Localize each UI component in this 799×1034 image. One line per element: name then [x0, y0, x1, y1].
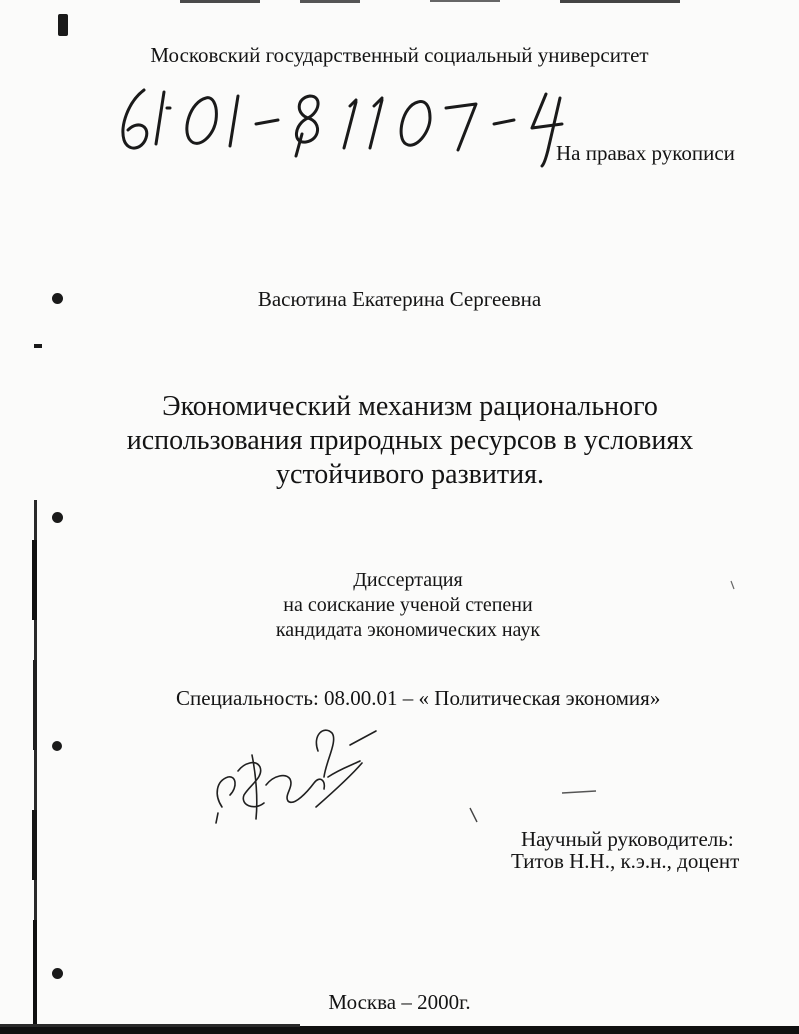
title-line: Экономический механизм рационального: [162, 391, 658, 422]
dissertation-line: кандидата экономических наук: [275, 619, 541, 641]
stray-mark-1: [560, 788, 600, 796]
advisor-name: Титов Н.Н., к.э.н., доцент: [511, 849, 740, 873]
dissertation-line: на соискание ученой степени: [283, 594, 533, 616]
scan-mark-top: [58, 14, 68, 36]
place-year: Москва – 2000г.: [328, 990, 471, 1014]
advisor-label: Научный руководитель:: [521, 827, 734, 851]
title-line: устойчивого развития.: [276, 459, 544, 490]
university-name: Московский государственный социальный университет: [150, 43, 649, 67]
dissertation-info: [208, 568, 608, 643]
left-scan-edge: [28, 480, 42, 1034]
scan-mark-punch-2: [52, 512, 63, 523]
scan-mark-punch-4: [52, 968, 63, 979]
top-scan-edge: [180, 0, 740, 4]
bottom-scan-edge: [0, 1024, 799, 1034]
dissertation-title: [60, 390, 760, 492]
stray-mark-2: [468, 806, 480, 824]
specialty: Специальность: 08.00.01 – « Политическая экономия»: [176, 686, 661, 710]
rights-note: На правах рукописи: [556, 141, 735, 165]
scan-mark-small: [34, 344, 42, 348]
stray-mark-3: [730, 580, 736, 590]
handwritten-code-image: [110, 78, 590, 168]
signature-image: [200, 715, 500, 835]
author-name: Васютина Екатерина Сергеевна: [257, 287, 542, 311]
title-line: использования природных ресурсов в условиях: [126, 425, 694, 456]
dissertation-line: Диссертация: [353, 569, 463, 591]
scan-mark-punch-3: [52, 741, 62, 751]
